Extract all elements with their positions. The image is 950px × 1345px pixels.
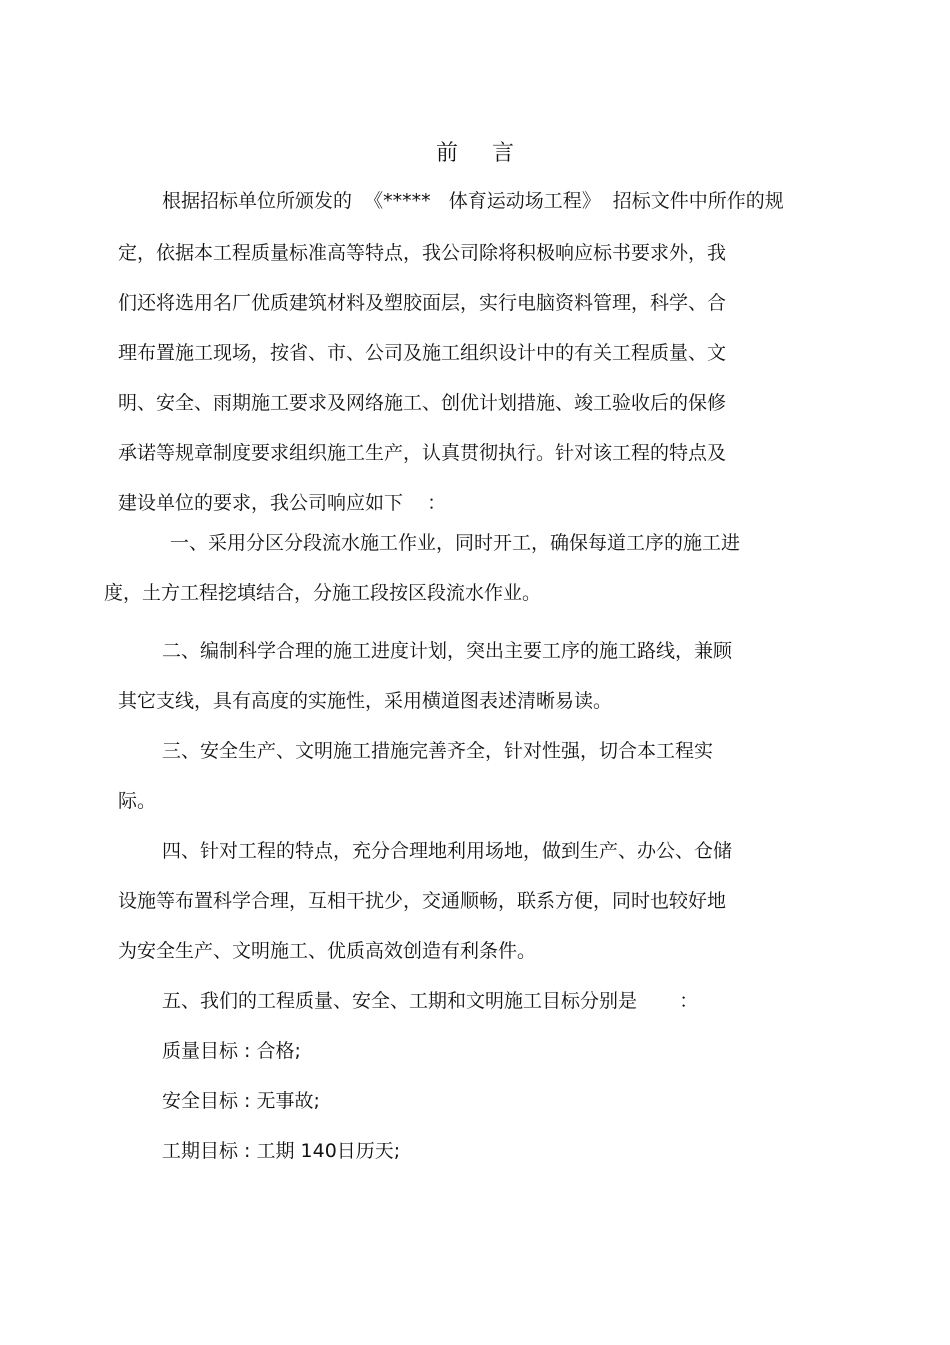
text-line: 建设单位的要求，我公司响应如下 ：: [118, 492, 447, 514]
text-line: 度，土方工程挖填结合，分施工段按区段流水作业。: [104, 582, 542, 604]
text-line: 定，依据本工程质量标准高等特点，我公司除将积极响应标书要求外，我: [118, 242, 727, 264]
text-line: 设施等布置科学合理，互相干扰少，交通顺畅，联系方便，同时也较好地: [118, 890, 727, 912]
text-line: 四、针对工程的特点，充分合理地利用场地，做到生产、办公、仓储: [162, 840, 733, 862]
text-line: 一、采用分区分段流水施工作业，同时开工，确保每道工序的施工进: [170, 532, 741, 554]
text-line: 际。: [118, 790, 157, 812]
text-line: 根据招标单位所颁发的 《***** 体育运动场工程》 招标文件中所作的规: [162, 190, 784, 212]
page-title: 前言: [435, 141, 548, 166]
text-line: 二、编制科学合理的施工进度计划，突出主要工序的施工路线，兼顾: [162, 640, 733, 662]
text-line: 安全目标 : 无事故;: [162, 1090, 320, 1112]
text-line: 其它支线，具有高度的实施性，采用横道图表述清晰易读。: [118, 690, 613, 712]
text-line: 质量目标 : 合格;: [162, 1040, 301, 1062]
text-line: 承诺等规章制度要求组织施工生产，认真贯彻执行。针对该工程的特点及: [118, 442, 727, 464]
text-line: 五、我们的工程质量、安全、工期和文明施工目标分别是 ：: [162, 990, 699, 1012]
text-line: 理布置施工现场，按省、市、公司及施工组织设计中的有关工程质量、文: [118, 342, 727, 364]
text-line: 为安全生产、文明施工、优质高效创造有利条件。: [118, 940, 537, 962]
text-line: 工期目标 : 工期 140日历天;: [162, 1140, 401, 1162]
text-line: 三、安全生产、文明施工措施完善齐全，针对性强，切合本工程实: [162, 740, 714, 762]
text-line: 们还将选用名厂优质建筑材料及塑胶面层，实行电脑资料管理，科学、合: [118, 292, 727, 314]
text-line: 明、安全、雨期施工要求及网络施工、创优计划措施、竣工验收后的保修: [118, 392, 727, 414]
